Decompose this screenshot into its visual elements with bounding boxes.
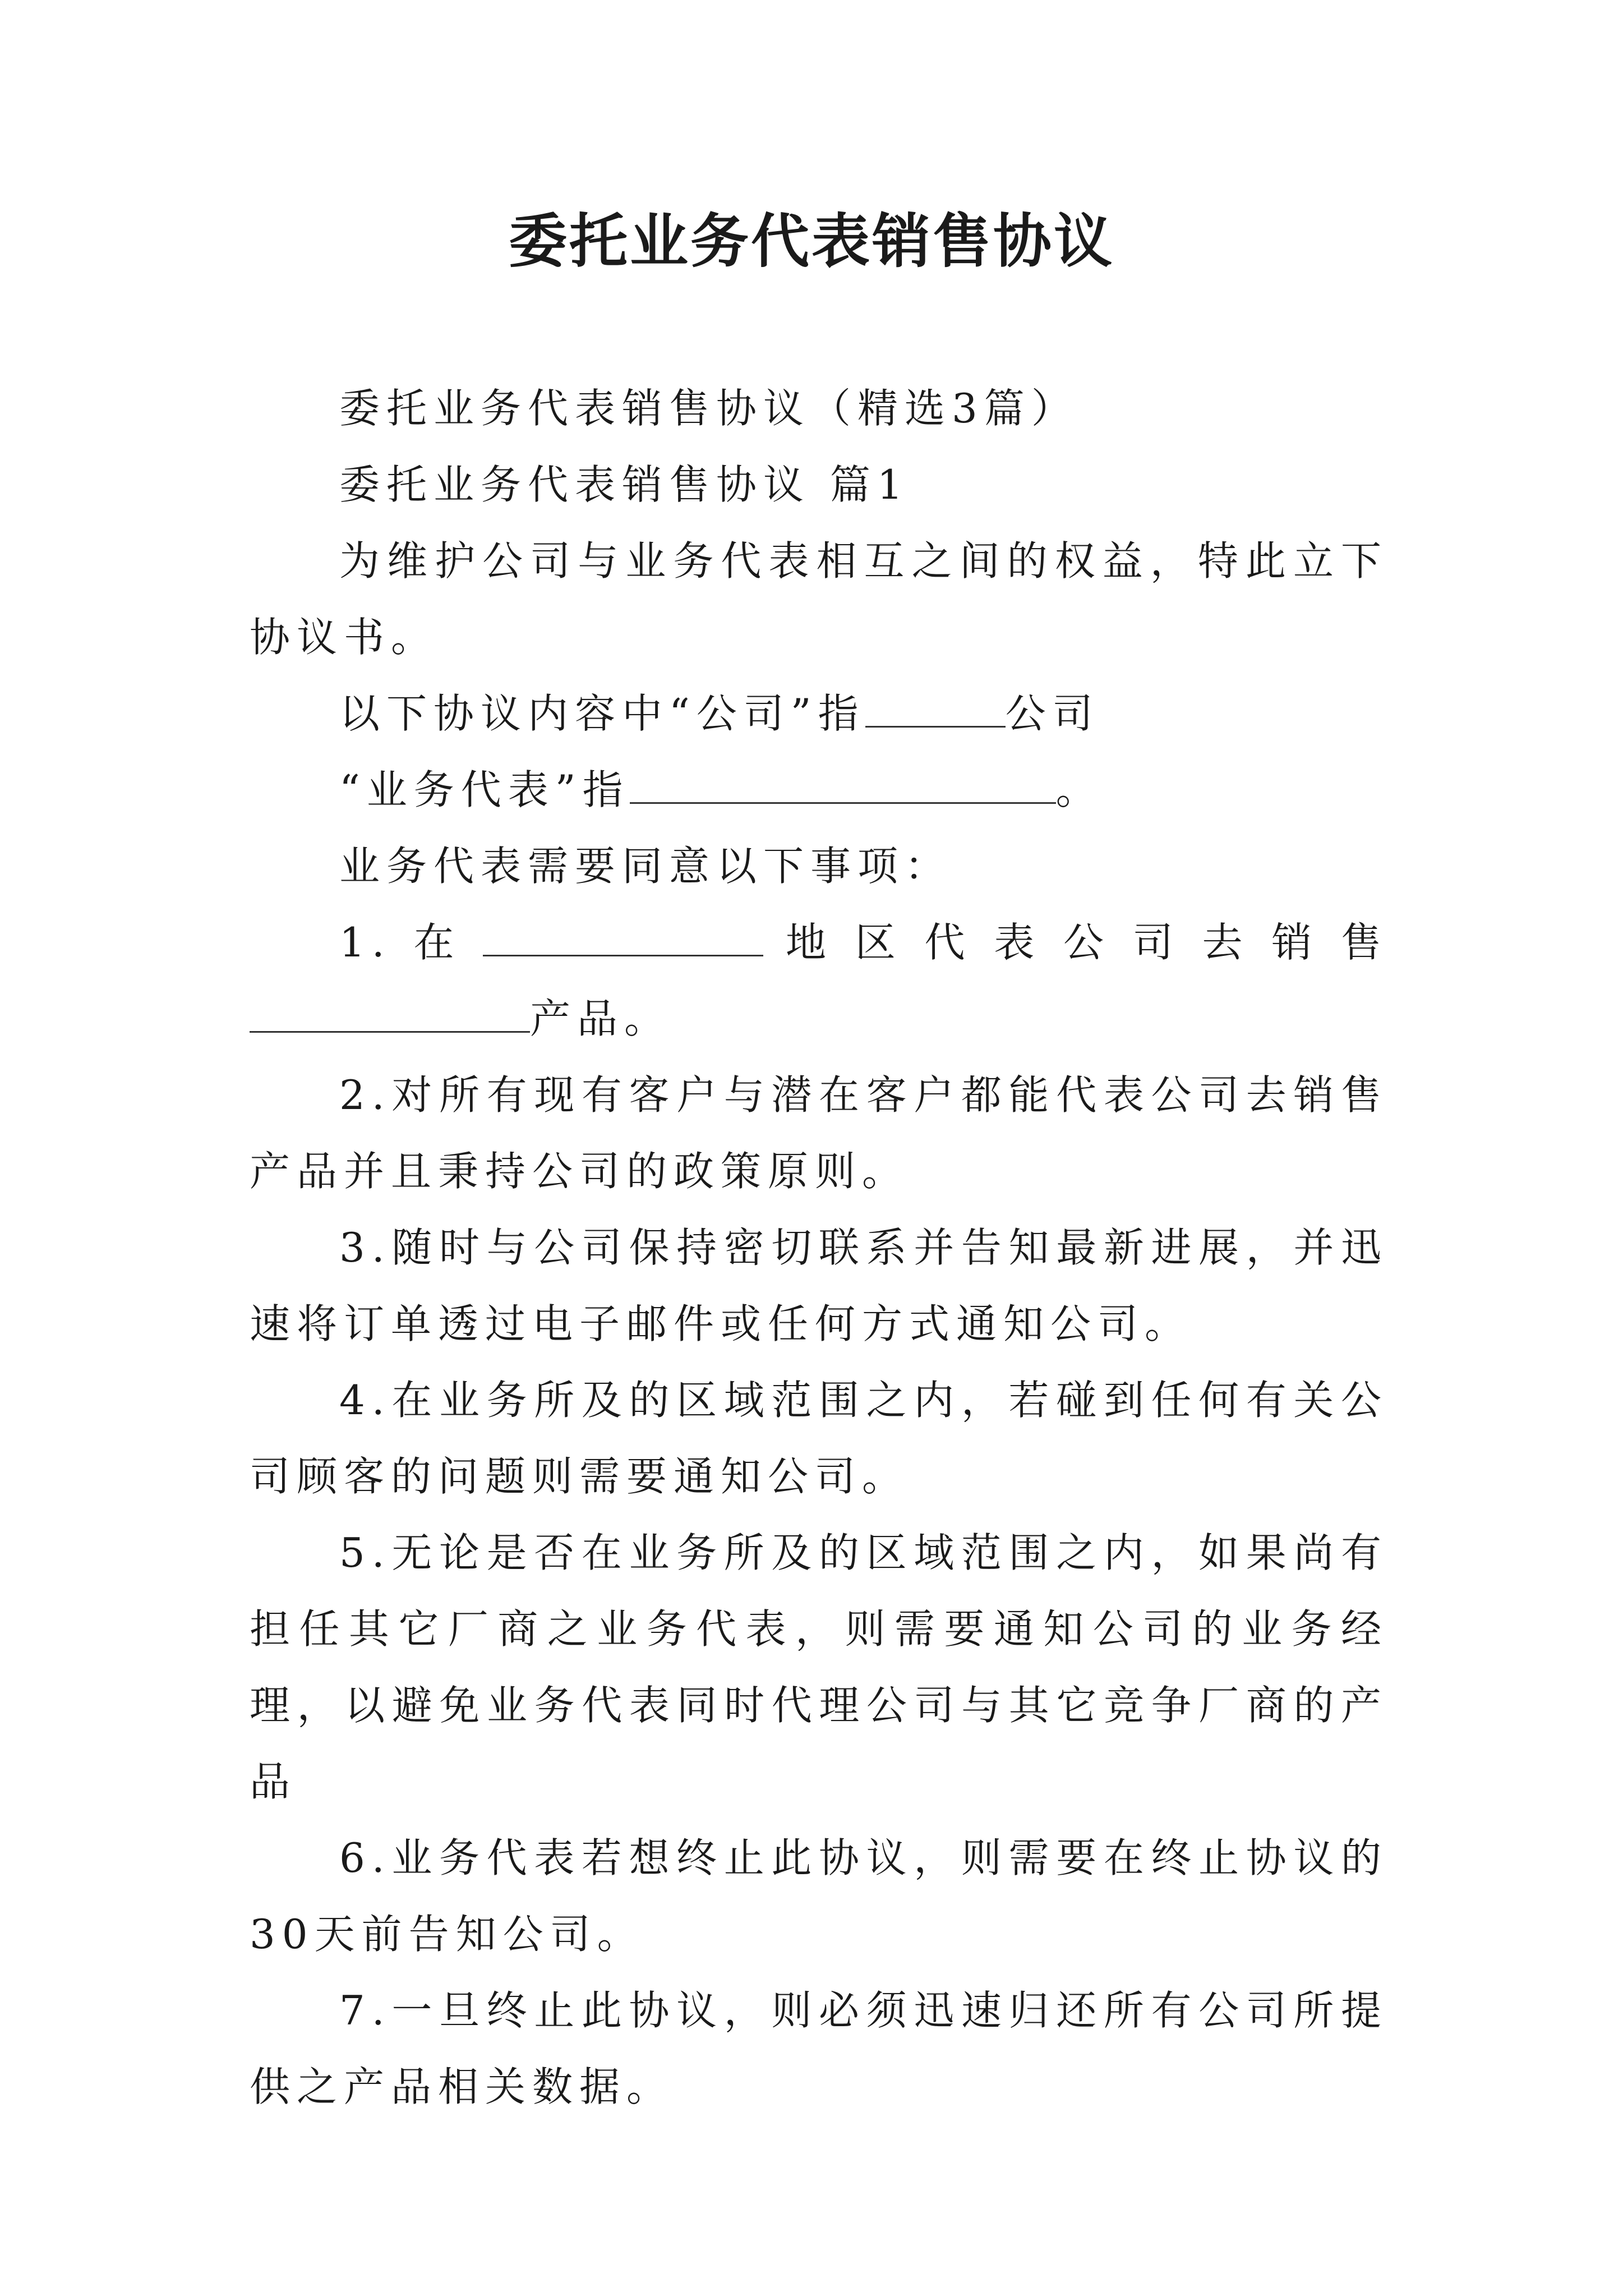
item-1: [250, 904, 1388, 1057]
document-title: 委托业务代表销售协议: [508, 206, 1114, 275]
item-6: 6.业务代表若想终止此协议，则需要在终止协议的30天前告知公司。: [250, 1834, 1388, 1958]
item-2: 2.对所有现有客户与潜在客户都能代表公司去销售产品并且秉持公司的政策原则。: [250, 1071, 1388, 1195]
agreement-heading: 业务代表需要同意以下事项：: [339, 843, 952, 890]
company-definition-suffix: 公司: [1005, 690, 1100, 737]
product-blank: [250, 994, 530, 1033]
representative-definition-prefix: “业务代表”指: [339, 766, 630, 813]
company-name-blank: [865, 689, 1006, 728]
document-body: [250, 370, 1388, 2125]
representative-definition: [250, 752, 1388, 828]
item-5: 5.无论是否在业务所及的区域范围之内，如果尚有担任其它厂商之业务代表，则需要通知公司的业务经理，以避免业务代表同时代理公司与其它竞争厂商的产品: [250, 1529, 1388, 1805]
company-definition: [250, 675, 1388, 752]
item-1-middle: 地区代表公司去销售: [763, 919, 1388, 966]
region-blank: [483, 918, 763, 956]
section-heading: 委托业务代表销售协议 篇1: [339, 461, 910, 508]
representative-name-blank: [630, 765, 1056, 804]
representative-definition-suffix: 。: [1055, 766, 1103, 813]
item-7: 7.一旦终止此协议，则必须迅速归还所有公司所提供之产品相关数据。: [250, 1987, 1388, 2110]
item-4: 4.在业务所及的区域范围之内，若碰到任何有关公司顾客的问题则需要通知公司。: [250, 1377, 1388, 1500]
company-definition-prefix: 以下协议内容中“公司”指: [339, 690, 865, 737]
item-1-suffix: 产品。: [530, 995, 672, 1042]
intro-paragraph: 为维护公司与业务代表相互之间的权益，特此立下协议书。: [250, 537, 1388, 661]
subtitle-line: 委托业务代表销售协议（精选3篇）: [339, 385, 1078, 432]
item-1-prefix: 1.在: [339, 919, 483, 966]
item-3: 3.随时与公司保持密切联系并告知最新进展，并迅速将订单透过电子邮件或任何方式通知公司。: [250, 1224, 1388, 1347]
